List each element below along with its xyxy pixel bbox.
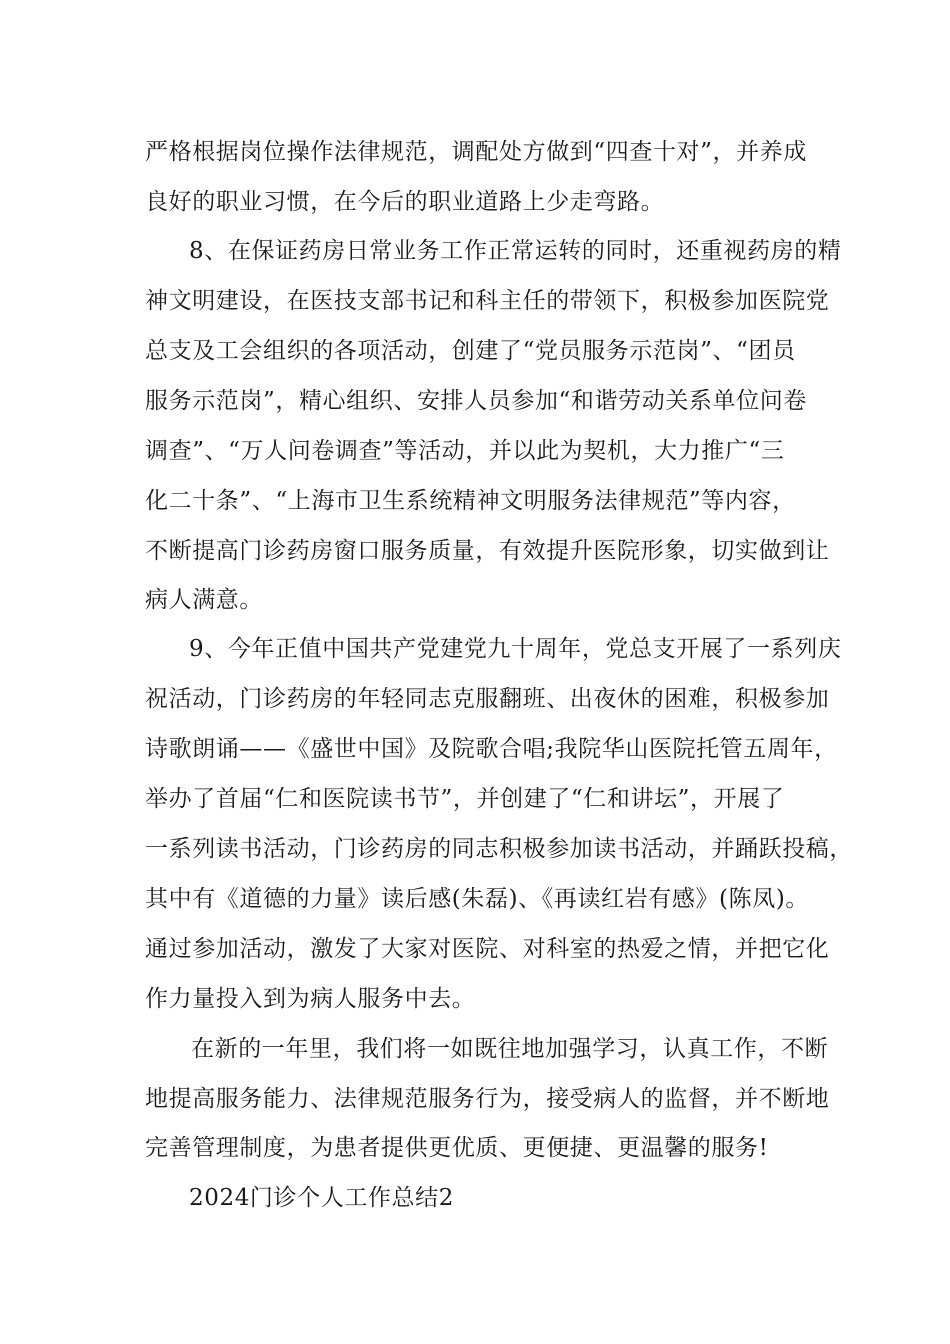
text-line: 良好的职业习惯，在今后的职业道路上少走弯路。 [145,189,665,215]
closing-paragraph-first-line: 在新的一年里，我们将一如既往地加强学习，认真工作，不断 [191,1036,829,1062]
text-line: 不断提高门诊药房窗口服务质量，有效提升医院形象，切实做到让 [145,538,830,564]
paragraph-9-first-line: 9、今年正值中国共产党建党九十周年，党总支开展了一系列庆 [189,636,842,662]
text-line: 地提高服务能力、法律规范服务行为，接受病人的监督，并不断地 [145,1086,830,1112]
text-line: 其中有《道德的力量》读后感(朱磊)、《再读红岩有感》(陈凤)。 [145,886,809,912]
text-line: 总支及工会组织的各项活动，创建了“党员服务示范岗”、“团员 [145,338,796,364]
text-line: 祝活动，门诊药房的年轻同志克服翻班、出夜休的困难，积极参加 [145,686,830,712]
section-heading: 2024门诊个人工作总结2 [189,1185,454,1211]
text-line: 作力量投入到为病人服务中去。 [145,986,476,1012]
text-line: 严格根据岗位操作法律规范，调配处方做到“四查十对”，并养成 [145,139,807,165]
text-line: 神文明建设，在医技支部书记和科主任的带领下，积极参加医院党 [145,288,830,314]
text-line: 通过参加活动，激发了大家对医院、对科室的热爱之情，并把它化 [145,936,830,962]
text-line: 病人满意。 [145,587,263,613]
text-line: 举办了首届“仁和医院读书节”，并创建了“仁和讲坛”，开展了 [145,786,785,812]
text-line: 一系列读书活动，门诊药房的同志积极参加读书活动，并踊跃投稿， [145,836,853,862]
text-line: 完善管理制度，为患者提供更优质、更便捷、更温馨的服务! [145,1135,769,1161]
text-line: 服务示范岗”，精心组织、安排人员参加“和谐劳动关系单位问卷 [145,388,807,414]
paragraph-8-first-line: 8、在保证药房日常业务工作正常运转的同时，还重视药房的精 [189,238,842,264]
text-line: 调查”、“万人问卷调查”等活动，并以此为契机，大力推广“三 [145,438,785,464]
text-line: 诗歌朗诵——《盛世中国》及院歌合唱;我院华山医院托管五周年， [145,736,838,762]
text-line: 化二十条”、“上海市卫生系统精神文明服务法律规范”等内容， [145,488,796,514]
